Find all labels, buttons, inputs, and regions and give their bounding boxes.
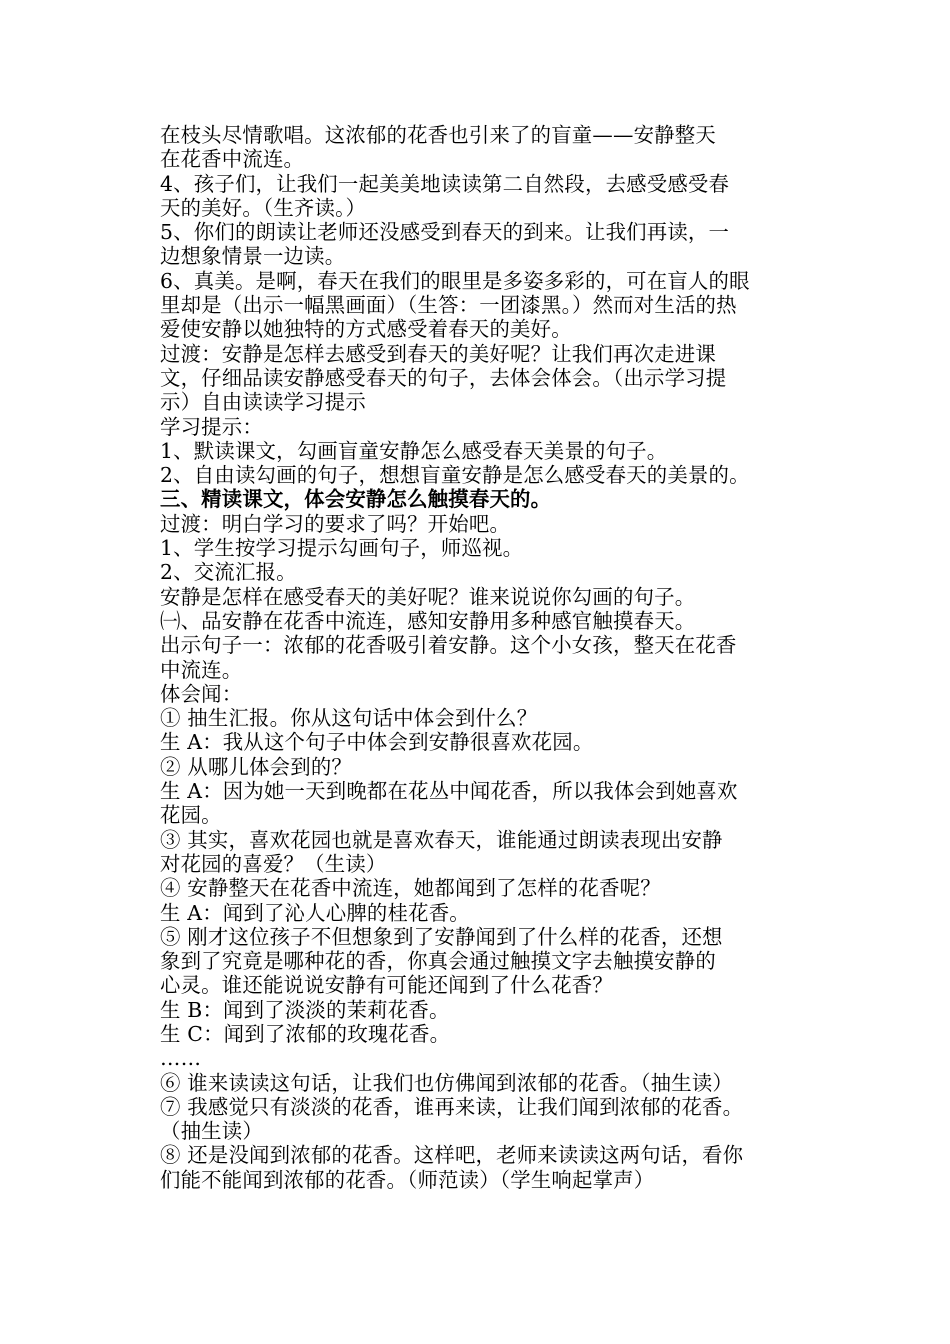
text-line: 在枝头尽情歌唱。这浓郁的花香也引来了的盲童——安静整天: [160, 123, 716, 147]
text-line: 2、自由读勾画的句子，想想盲童安静是怎么感受春天的美景的。: [160, 463, 750, 488]
text-line: 生 A：闻到了沁人心脾的桂花香。: [160, 900, 470, 925]
text-line: 生 B：闻到了淡淡的茉莉花香。: [160, 997, 450, 1022]
text-line: ⑥ 谁来读读这句话，让我们也仿佛闻到浓郁的花香。（抽生读）: [160, 1070, 734, 1095]
text-line: 6、真美。是啊，春天在我们的眼里是多姿多彩的，可在盲人的眼: [160, 268, 750, 293]
text-line: 边想象情景一边读。: [160, 244, 346, 269]
text-line: ⑧ 还是没闻到浓郁的花香。这样吧，老师来读读这两句话，看你: [160, 1143, 744, 1168]
text-line: 在花香中流连。: [160, 147, 305, 172]
text-line: 生 A：我从这个句子中体会到安静很喜欢花园。: [160, 730, 594, 755]
text-line: ⑤ 刚才这位孩子不但想象到了安静闻到了什么样的花香，还想: [160, 924, 723, 949]
text-line: ④ 安静整天在花香中流连，她都闻到了怎样的花香呢？: [160, 876, 661, 901]
text-line: ……: [160, 1046, 202, 1071]
text-line: 天的美好。（生齐读。）: [160, 195, 367, 220]
text-line: 示）自由读读学习提示: [160, 390, 366, 415]
text-line: 们能不能闻到浓郁的花香。（师范读）（学生响起掌声）: [160, 1167, 655, 1192]
text-line: 1、学生按学习提示勾画句子，师巡视。: [160, 536, 524, 561]
text-line: 文，仔细品读安静感受春天的句子，去体会体会。（出示学习提: [160, 365, 727, 390]
text-line: 过渡：安静是怎样去感受到春天的美好呢？让我们再次走进课: [160, 341, 716, 366]
text-line: ㈠、品安静在花香中流连，感知安静用多种感官触摸春天。: [160, 608, 696, 633]
text-line: ② 从哪儿体会到的？: [160, 754, 352, 779]
document-page: [160, 123, 820, 1192]
text-line: 2、交流汇报。: [160, 560, 297, 585]
text-line: 中流连。: [160, 657, 243, 682]
text-line: 象到了究竟是哪种花的香，你真会通过触摸文字去触摸安静的: [160, 949, 716, 974]
text-line: （抽生读）: [160, 1119, 263, 1144]
text-line: 1、默读课文，勾画盲童安静怎么感受春天美景的句子。: [160, 438, 668, 463]
text-line: 生 C：闻到了浓郁的玫瑰花香。: [160, 1021, 451, 1046]
text-line: 体会闻：: [160, 681, 243, 706]
text-line: 生 A：因为她一天到晚都在花丛中闻花香，所以我体会到她喜欢: [160, 779, 738, 804]
text-line: ⑦ 我感觉只有淡淡的花香，谁再来读，让我们闻到浓郁的花香。: [160, 1094, 744, 1119]
text-line: ③ 其实，喜欢花园也就是喜欢春天，谁能通过朗读表现出安静: [160, 827, 723, 852]
document-body: [160, 123, 820, 1192]
text-line: 爱使安静以她独特的方式感受着春天的美好。: [160, 317, 572, 342]
text-line: 心灵。谁还能说说安静有可能还闻到了什么花香？: [160, 973, 613, 998]
text-line: 花园。: [160, 803, 222, 828]
section-heading: 三、精读课文，体会安静怎么触摸春天的。: [160, 487, 552, 512]
text-line: 学习提示：: [160, 414, 263, 439]
text-line: 5、你们的朗读让老师还没感受到春天的到来。让我们再读，一: [160, 220, 730, 245]
text-line: 4、孩子们，让我们一起美美地读读第二自然段，去感受感受春: [160, 171, 730, 196]
text-line: 安静是怎样在感受春天的美好呢？谁来说说你勾画的句子。: [160, 584, 696, 609]
text-line: ① 抽生汇报。你从这句话中体会到什么？: [160, 706, 538, 731]
text-line: 出示句子一：浓郁的花香吸引着安静。这个小女孩，整天在花香: [160, 633, 737, 658]
text-line: 过渡：明白学习的要求了吗？开始吧。: [160, 511, 511, 536]
text-line: 对花园的喜爱？（生读）: [160, 851, 387, 876]
text-line: 里却是（出示一幅黑画面）（生答：一团漆黑。）然而对生活的热: [160, 293, 737, 318]
